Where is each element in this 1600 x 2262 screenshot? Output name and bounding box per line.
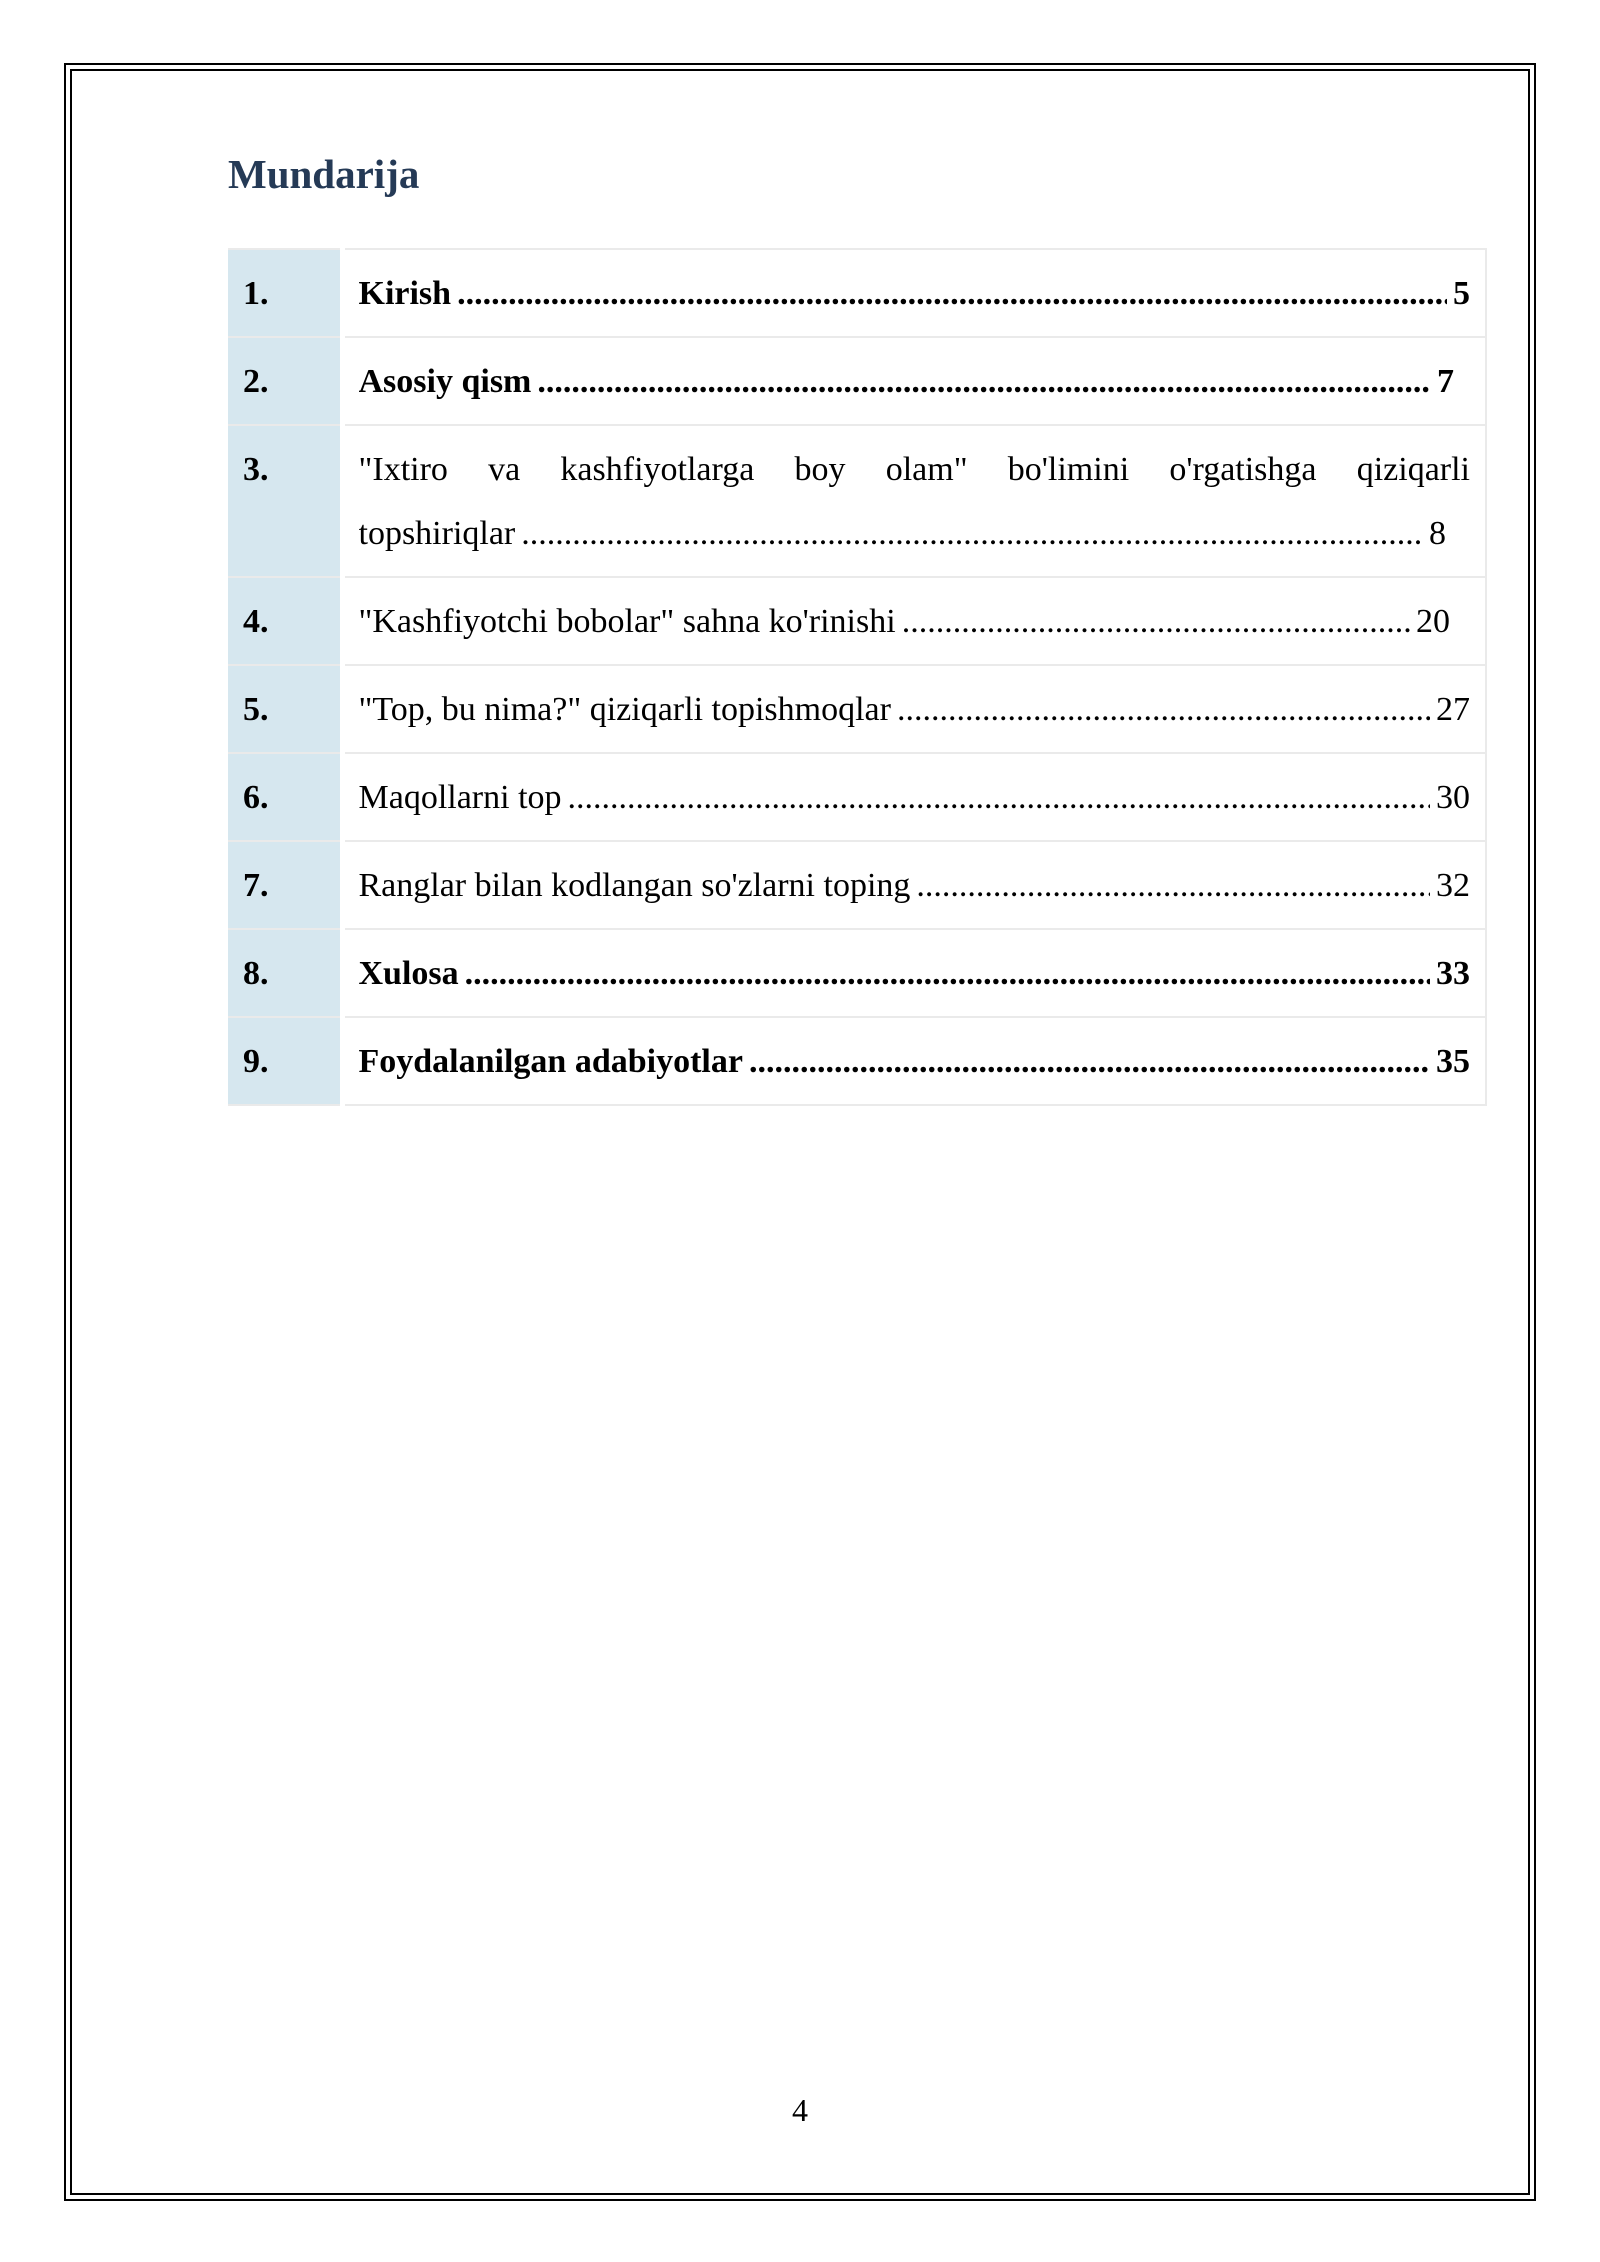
dot-leader [902,590,1410,654]
toc-row[interactable] [228,577,1486,665]
toc-page: 35 [1436,1043,1470,1080]
dot-leader [465,942,1430,1006]
toc-entry[interactable] [342,249,1486,337]
dot-leader [897,678,1430,742]
dot-leader [568,766,1430,830]
toc-number: 1. [228,249,342,337]
toc-entry[interactable] [342,337,1486,425]
toc-number: 7. [228,841,342,929]
toc-number: 2. [228,337,342,425]
toc-title: Kirish [358,275,452,312]
toc-row[interactable] [228,753,1486,841]
toc-page: 32 [1436,867,1470,904]
toc-row[interactable] [228,665,1486,753]
toc-page: 7 [1437,363,1454,400]
toc-heading: Mundarija [228,151,420,197]
toc-entry[interactable] [342,841,1486,929]
toc-title-line1: "Ixtiro va kashfiyotlarga boy olam" bo'limini o'rgatishga qiziqarli [358,451,1470,488]
page-number: 4 [792,2092,808,2128]
toc-row[interactable] [228,337,1486,425]
toc-title: Maqollarni top [358,779,562,816]
toc-number: 4. [228,577,342,665]
toc-entry[interactable] [342,577,1486,665]
toc-title: Ranglar bilan kodlangan so'zlarni toping [358,867,911,904]
toc-number: 5. [228,665,342,753]
toc-title: "Top, bu nima?" qiziqarli topishmoqlar [358,691,891,728]
dot-leader [916,854,1430,918]
toc-page: 30 [1436,779,1470,816]
toc-page: 27 [1436,691,1470,728]
dot-leader [749,1030,1430,1094]
toc-title: "Kashfiyotchi bobolar" sahna ko'rinishi [358,603,896,640]
toc-entry[interactable] [342,1017,1486,1105]
toc-title: Xulosa [358,955,459,992]
dot-leader [457,262,1447,326]
table-of-contents [228,248,1487,1106]
dot-leader [521,502,1423,566]
toc-number: 3. [228,425,342,577]
toc-title: topshiriqlar [358,515,516,552]
toc-row[interactable] [228,1017,1486,1105]
toc-row[interactable] [228,841,1486,929]
toc-number: 9. [228,1017,342,1105]
toc-page: 33 [1436,955,1470,992]
toc-page: 20 [1416,603,1450,640]
toc-title: Asosiy qism [358,363,532,400]
toc-title: Foydalanilgan adabiyotlar [358,1043,743,1080]
toc-number: 6. [228,753,342,841]
toc-number: 8. [228,929,342,1017]
toc-page: 8 [1429,515,1446,552]
toc-entry[interactable] [342,425,1486,577]
toc-page: 5 [1453,275,1470,312]
toc-entry[interactable] [342,753,1486,841]
toc-row[interactable] [228,249,1486,337]
toc-entry[interactable] [342,665,1486,753]
toc-row[interactable] [228,929,1486,1017]
toc-entry[interactable] [342,929,1486,1017]
dot-leader [537,350,1431,414]
toc-row[interactable] [228,425,1486,577]
